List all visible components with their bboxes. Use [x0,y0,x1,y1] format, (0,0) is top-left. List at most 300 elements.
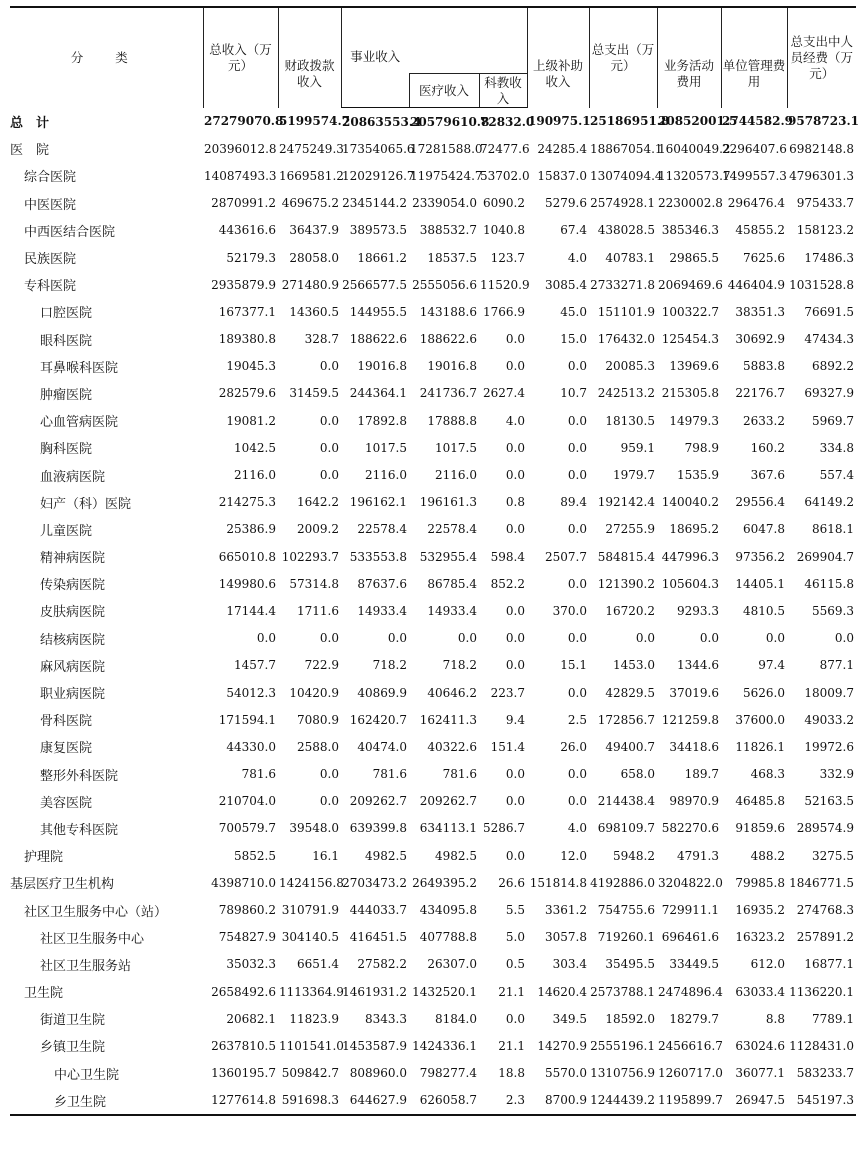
cell-admin: 30692.9 [735,332,785,347]
cell-admin: 488.2 [750,848,785,863]
cell-admin: 0.0 [765,631,785,646]
cell-total-expense: 2574928.1 [590,196,655,211]
cell-medical: 196161.3 [419,495,477,510]
cell-activity: 125454.3 [661,332,719,347]
cell-fiscal: 271480.9 [281,277,339,292]
row-label: 骨科医院 [40,714,93,730]
cell-business-income: 718.2 [372,658,407,673]
cell-total-income: 789860.2 [218,903,276,918]
cell-medical: 17281588.0 [410,141,483,156]
cell-activity: 98970.9 [669,794,719,809]
cell-research: 0.0 [505,468,525,483]
table-row [10,652,856,679]
cell-admin: 22176.7 [735,386,785,401]
cell-admin: 63024.6 [735,1038,785,1053]
cell-research: 0.0 [505,658,525,673]
cell-activity: 121259.8 [661,712,719,727]
table-row [10,434,856,461]
cell-personnel: 0.0 [834,631,854,646]
cell-total-income: 20682.1 [226,1011,276,1026]
cell-business-income: 639399.8 [349,821,407,836]
cell-fiscal: 509842.7 [281,1066,339,1081]
cell-fiscal: 328.7 [304,332,339,347]
cell-fiscal: 1642.2 [297,495,339,510]
cell-fiscal: 0.0 [319,413,339,428]
cell-superior: 12.0 [560,848,587,863]
cell-activity: 13969.6 [669,359,719,374]
cell-total-income: 2658492.6 [211,984,276,999]
cell-fiscal: 7080.9 [297,712,339,727]
cell-total-expense: 2555196.1 [590,1038,655,1053]
cell-medical: 4982.5 [435,848,477,863]
cell-total-expense: 18592.0 [605,1011,655,1026]
row-label: 社区卫生服务中心（站） [24,904,168,920]
cell-superior: 0.0 [567,440,587,455]
cell-admin: 468.3 [750,767,785,782]
cell-personnel: 289574.9 [796,821,854,836]
cell-fiscal: 102293.7 [281,549,339,564]
row-label: 乡镇卫生院 [40,1040,106,1056]
cell-medical: 241736.7 [419,386,477,401]
cell-medical: 718.2 [442,658,477,673]
cell-research: 5.0 [505,930,525,945]
cell-activity: 2069469.6 [658,277,723,292]
cell-total-expense: 1310756.9 [590,1066,655,1081]
table-row [10,407,856,434]
table-row [10,570,856,597]
cell-admin: 16323.2 [735,930,785,945]
cell-business-income: 1017.5 [365,440,407,455]
table-row [10,815,856,842]
cell-superior: 15837.0 [537,168,587,183]
cell-total-income: 754827.9 [218,930,276,945]
row-label: 医 院 [10,143,50,159]
cell-fiscal: 0.0 [319,468,339,483]
cell-research: 223.7 [490,685,525,700]
table-row [10,1032,856,1059]
cell-business-income: 244364.1 [349,386,407,401]
cell-research: 21.1 [498,1038,525,1053]
table-row [10,1060,856,1087]
cell-medical: 781.6 [442,767,477,782]
header-admin: 单位管理费用 [721,40,787,108]
cell-research: 53702.0 [480,168,530,183]
cell-superior: 0.0 [567,413,587,428]
cell-research: 151.4 [490,739,525,754]
cell-fiscal: 0.0 [319,359,339,374]
cell-admin: 7625.6 [743,250,785,265]
cell-total-income: 5852.5 [234,848,276,863]
header-spacer-1 [278,7,341,40]
cell-business-income: 87637.6 [357,576,407,591]
cell-personnel: 9578723.1 [788,114,859,129]
cell-personnel: 6892.2 [812,359,854,374]
cell-personnel: 269904.7 [796,549,854,564]
row-label: 街道卫生院 [40,1013,106,1029]
cell-admin: 296476.4 [727,196,785,211]
cell-activity: 215305.8 [661,386,719,401]
cell-admin: 97.4 [758,658,785,673]
cell-business-income: 162420.7 [349,712,407,727]
cell-total-income: 44330.0 [226,739,276,754]
cell-business-income: 533553.8 [349,549,407,564]
cell-medical: 634113.1 [419,821,477,836]
cell-total-income: 19045.3 [226,359,276,374]
cell-admin: 2296407.6 [722,141,787,156]
cell-total-expense: 698109.7 [597,821,655,836]
cell-total-expense: 18867054.1 [590,141,663,156]
row-label: 结核病医院 [40,632,106,648]
cell-activity: 105604.3 [661,576,719,591]
cell-superior: 67.4 [560,223,587,238]
cell-research: 0.0 [505,332,525,347]
cell-superior: 14270.9 [537,1038,587,1053]
row-label: 麻风病医院 [40,659,106,675]
row-label: 康复医院 [40,741,93,757]
cell-fiscal: 16.1 [312,848,339,863]
cell-activity: 2474896.4 [658,984,723,999]
cell-fiscal: 2009.2 [297,522,339,537]
cell-fiscal: 0.0 [319,440,339,455]
cell-admin: 16935.2 [735,903,785,918]
cell-total-expense: 151101.9 [597,304,655,319]
cell-business-income: 0.0 [387,631,407,646]
row-label: 整形外科医院 [40,768,119,784]
header-superior: 上级补助收入 [527,40,589,108]
table-row [10,924,856,951]
cell-total-expense: 192142.4 [597,495,655,510]
cell-admin: 46485.8 [735,794,785,809]
cell-total-income: 27279070.8 [204,114,284,129]
cell-personnel: 16877.1 [804,957,854,972]
cell-superior: 4.0 [567,250,587,265]
cell-fiscal: 11823.9 [289,1011,339,1026]
cell-research: 0.0 [505,848,525,863]
cell-research: 0.0 [505,1011,525,1026]
table-row [10,869,856,896]
table-row [10,353,856,380]
row-label: 血液病医院 [40,469,106,485]
cell-total-expense: 1453.0 [613,658,655,673]
cell-total-expense: 2733271.8 [590,277,655,292]
cell-personnel: 76691.5 [804,304,854,319]
row-label: 妇产（科）医院 [40,496,132,512]
row-label: 精神病医院 [40,551,106,567]
cell-total-income: 52179.3 [226,250,276,265]
cell-medical: 626058.7 [409,1087,479,1115]
table-row [10,951,856,978]
row-label: 美容医院 [40,795,93,811]
cell-medical: 1017.5 [435,440,477,455]
cell-admin: 446404.9 [727,277,785,292]
cell-superior: 15.0 [560,332,587,347]
cell-total-income: 14087493.3 [204,168,277,183]
cell-total-expense: 719260.1 [597,930,655,945]
cell-research: 9.4 [505,712,525,727]
cell-activity: 1195899.7 [657,1087,721,1115]
cell-fiscal: 1669581.2 [279,168,344,183]
cell-total-expense: 754755.6 [597,903,655,918]
cell-superior: 151814.8 [529,875,587,890]
row-label: 专科医院 [24,279,77,295]
header-total-expense: 总支出（万元） [589,7,657,108]
cell-activity: 18695.2 [669,522,719,537]
cell-personnel: 52163.5 [804,794,854,809]
row-label: 胸科医院 [40,442,93,458]
cell-fiscal: 6651.4 [297,957,339,972]
cell-research: 18.8 [498,1066,525,1081]
cell-business-income: 188622.6 [349,332,407,347]
cell-superior: 190975.1 [528,114,591,129]
header-spacer-7 [341,74,409,108]
row-label: 基层医疗卫生机构 [10,877,115,893]
cell-business-income: 8343.3 [365,1011,407,1026]
row-label: 中西医结合医院 [24,224,116,240]
table-row [10,896,856,923]
cell-total-income: 35032.3 [226,957,276,972]
cell-total-income: 443616.6 [218,223,276,238]
cell-business-income: 20863553.4 [342,114,422,129]
cell-fiscal: 5199574.7 [279,114,350,129]
cell-personnel: 6982148.8 [789,141,854,156]
table-body [10,108,859,1115]
cell-total-income: 665010.8 [218,549,276,564]
table-row [10,135,856,162]
row-label: 总 计 [10,115,50,131]
cell-total-expense: 27255.9 [605,522,655,537]
row-label: 护理院 [24,850,64,866]
cell-fiscal: 0.0 [319,794,339,809]
cell-superior: 303.4 [552,957,587,972]
cell-total-expense: 49400.7 [605,739,655,754]
cell-personnel: 1846771.5 [789,875,854,890]
cell-medical: 434095.8 [419,903,477,918]
cell-research: 6090.2 [483,196,525,211]
cell-superior: 349.5 [552,1011,587,1026]
cell-total-expense: 242513.2 [597,386,655,401]
header-spacer-3 [527,7,589,40]
table-row [10,298,856,325]
cell-business-income: 2703473.2 [342,875,407,890]
row-label: 儿童医院 [40,523,93,539]
cell-medical: 0.0 [457,631,477,646]
cell-activity: 34418.6 [669,739,719,754]
row-label: 中医医院 [24,197,77,213]
cell-personnel: 1031528.8 [789,277,854,292]
cell-medical: 14933.4 [427,603,477,618]
cell-business-income: 40869.9 [357,685,407,700]
table-row [10,217,856,244]
cell-activity: 14979.3 [669,413,719,428]
cell-personnel: 7789.1 [812,1011,854,1026]
statistics-table [10,6,859,1116]
header-spacer-4 [657,7,721,40]
header-personnel: 总支出中人员经费（万元） [787,7,856,108]
header-fiscal: 财政拨款收入 [278,40,341,108]
cell-superior: 3361.2 [545,903,587,918]
table-row [10,244,856,271]
cell-admin: 160.2 [750,440,785,455]
cell-superior: 5279.6 [545,196,587,211]
cell-medical: 188622.6 [419,332,477,347]
cell-total-expense: 1979.7 [613,468,655,483]
cell-superior: 0.0 [567,359,587,374]
cell-admin: 5883.8 [743,359,785,374]
cell-total-expense: 42829.5 [605,685,655,700]
cell-total-income: 282579.6 [218,386,276,401]
table-row [10,978,856,1005]
row-label: 职业病医院 [40,687,106,703]
cell-admin: 6047.8 [743,522,785,537]
cell-fiscal: 469675.2 [281,196,339,211]
table-row [10,1005,856,1032]
cell-total-income: 25386.9 [226,522,276,537]
cell-business-income: 2116.0 [365,468,407,483]
cell-admin: 79985.8 [735,875,785,890]
cell-personnel: 69327.9 [804,386,854,401]
cell-business-income: 209262.7 [349,794,407,809]
cell-activity: 33449.5 [669,957,719,972]
cell-medical: 143188.6 [419,304,477,319]
table-row [10,326,856,353]
cell-personnel: 3275.5 [812,848,854,863]
row-label: 民族医院 [24,252,77,268]
cell-personnel: 557.4 [819,468,854,483]
cell-activity: 100322.7 [661,304,719,319]
cell-activity: 3204822.0 [658,875,723,890]
cell-research: 0.0 [505,522,525,537]
cell-activity: 29865.5 [669,250,719,265]
cell-total-income: 2116.0 [234,468,276,483]
cell-business-income: 17354065.6 [342,141,415,156]
cell-total-income: 781.6 [241,767,276,782]
cell-activity: 2230002.8 [658,196,723,211]
cell-total-expense: 40783.1 [605,250,655,265]
cell-business-income: 781.6 [372,767,407,782]
row-label: 口腔医院 [40,306,93,322]
cell-medical: 532955.4 [419,549,477,564]
row-label: 耳鼻喉科医院 [40,360,119,376]
cell-total-expense: 121390.2 [597,576,655,591]
cell-fiscal: 28058.0 [289,250,339,265]
cell-total-expense: 584815.4 [597,549,655,564]
cell-medical: 40322.6 [427,739,477,754]
cell-total-income: 700579.7 [218,821,276,836]
cell-business-income: 17892.8 [357,413,407,428]
cell-research: 26.6 [498,875,525,890]
cell-personnel: 5969.7 [812,413,854,428]
cell-business-income: 12029126.7 [342,168,415,183]
cell-activity: 1344.6 [677,658,719,673]
cell-medical: 20579610.8 [410,114,490,129]
cell-research: 1040.8 [483,223,525,238]
cell-superior: 370.0 [552,603,587,618]
cell-admin: 367.6 [750,468,785,483]
cell-personnel: 274768.3 [796,903,854,918]
cell-research: 4.0 [505,413,525,428]
cell-fiscal: 1101541.0 [279,1038,344,1053]
cell-activity: 1535.9 [677,468,719,483]
cell-personnel: 4796301.3 [789,168,854,183]
cell-total-expense: 20085.3 [605,359,655,374]
cell-research: 123.7 [490,250,525,265]
cell-medical: 209262.7 [419,794,477,809]
table-row [10,842,856,869]
cell-superior: 3085.4 [545,277,587,292]
cell-admin: 612.0 [750,957,785,972]
cell-activity: 729911.1 [661,903,719,918]
cell-medical: 17888.8 [427,413,477,428]
cell-total-income: 189380.8 [218,332,276,347]
cell-activity: 385346.3 [661,223,719,238]
cell-fiscal: 2475249.3 [279,141,344,156]
cell-fiscal: 10420.9 [289,685,339,700]
cell-total-income: 1277614.8 [203,1087,278,1115]
cell-admin: 2633.2 [743,413,785,428]
cell-business-income: 1453587.9 [342,1038,407,1053]
cell-superior: 0.0 [567,631,587,646]
cell-research: 5286.7 [483,821,525,836]
cell-personnel: 19972.6 [804,739,854,754]
cell-superior: 0.0 [567,522,587,537]
table-row [10,597,856,624]
cell-business-income: 4982.5 [365,848,407,863]
cell-research: 21.1 [498,984,525,999]
row-label: 传染病医院 [40,578,106,594]
cell-superior: 15.1 [560,658,587,673]
cell-superior: 45.0 [560,304,587,319]
table-row [10,706,856,733]
table-header [10,7,856,108]
cell-fiscal: 57314.8 [289,576,339,591]
row-label: 社区卫生服务站 [40,958,132,974]
cell-total-expense: 176432.0 [597,332,655,347]
header-spacer-2 [341,7,527,40]
cell-personnel: 334.8 [819,440,854,455]
cell-research: 0.0 [505,359,525,374]
cell-activity: 20852001.5 [658,114,738,129]
cell-fiscal: 14360.5 [289,304,339,319]
cell-fiscal: 0.0 [319,631,339,646]
cell-superior: 14620.4 [537,984,587,999]
cell-medical: 1424336.1 [412,1038,477,1053]
cell-medical: 18537.5 [427,250,477,265]
cell-research: 852.2 [490,576,525,591]
table-row [10,489,856,516]
cell-medical: 40646.2 [427,685,477,700]
cell-personnel: 8618.1 [812,522,854,537]
cell-personnel: 545197.3 [787,1087,856,1115]
cell-personnel: 46115.8 [804,576,854,591]
cell-fiscal: 591698.3 [278,1087,341,1115]
cell-medical: 798277.4 [419,1066,477,1081]
cell-fiscal: 2588.0 [297,739,339,754]
cell-activity: 189.7 [684,767,719,782]
cell-fiscal: 304140.5 [281,930,339,945]
cell-superior: 26.0 [560,739,587,754]
cell-research: 72832.0 [480,114,535,129]
cell-personnel: 158123.2 [796,223,854,238]
cell-admin: 63033.4 [735,984,785,999]
table-row [10,761,856,788]
row-label: 中心卫生院 [54,1067,120,1083]
table-row [10,543,856,570]
cell-activity: 16040049.2 [658,141,731,156]
table-row [10,679,856,706]
cell-business-income: 18661.2 [357,250,407,265]
cell-total-expense: 959.1 [620,440,655,455]
cell-medical: 22578.4 [427,522,477,537]
